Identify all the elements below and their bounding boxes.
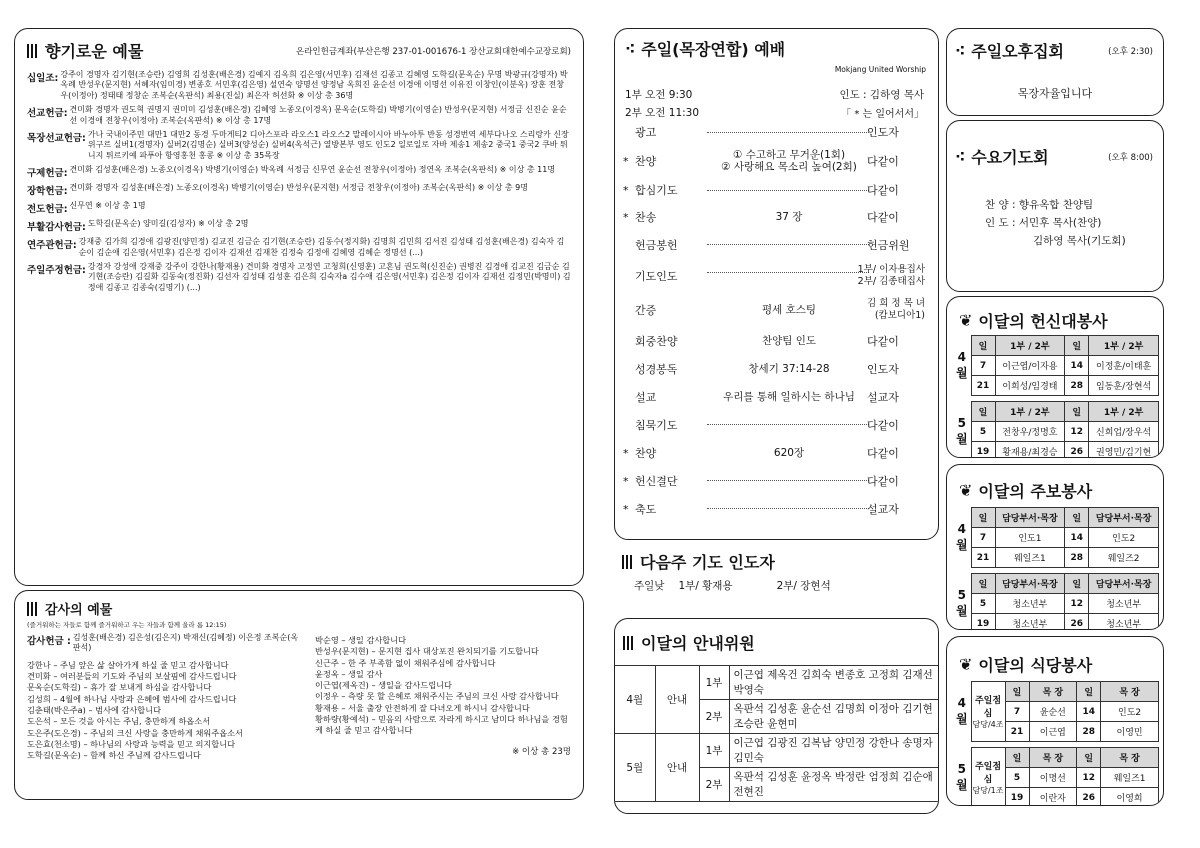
bulletin-box xyxy=(946,464,1164,630)
leader-dots xyxy=(707,190,869,191)
hash-icon: ⁖ xyxy=(955,147,966,166)
stand-mark: * xyxy=(623,210,629,224)
thanks-offering: 감사헌금 : 김성훈(배은경) 김은성(김은지) 박재신(김혜정) 이은정 조복순(옥판석) xyxy=(27,633,299,653)
service-header-row xyxy=(953,336,1159,356)
bulletin-table xyxy=(953,507,1159,630)
usher-names: 이근엽 김광진 김복남 양민정 강한나 송명자 김민숙 xyxy=(729,734,939,768)
offering-names: 강주이 경명자 김기현(조승란) 김영희 김성훈(배은경) 김예지 김옥희 김은영(서민후) 김재선 김종고 김혜영 도학길(문옥순) 무명 박광규(강명자) 박옥례 반성우(문지현) 서혜자(임미경) 변종호 서민후(김은영) 설연숙 양명선 양정남 옥희진 윤순선 이경애 이명선 이유진 이창인(이분옥) 장훈 전창우(이정아) 정태태 정창순 조복순(옥판석) 최용(진실) 최은자 허선화 ※ 이상 총 36명 xyxy=(60,70,568,100)
order-detail: 37 장 xyxy=(707,211,871,223)
order-item: 찬양 xyxy=(635,155,657,168)
offering-label: 전도헌금: xyxy=(27,204,68,216)
thanks-line: 이근엽(제옥건) – 생일을 감사드립니다 xyxy=(315,680,452,691)
service-assignee: 이명선 xyxy=(1029,768,1077,788)
thanks-line: 반성우(문지현) – 문지현 집사 대상포진 완치되기를 기도합니다 xyxy=(315,646,539,657)
order-item: 침묵기도 xyxy=(635,419,678,432)
thanks-total: ※ 이상 총 23명 xyxy=(512,746,571,757)
kitchen-box xyxy=(946,636,1164,806)
order-detail: 찬양팀 인도 xyxy=(707,335,871,347)
worship-box xyxy=(614,28,939,540)
service-day: 5 xyxy=(1005,768,1029,788)
order-row xyxy=(615,145,933,177)
service-month: 5월 xyxy=(955,762,968,792)
service-day: 5 xyxy=(971,594,995,614)
order-who: 다같이 xyxy=(867,335,899,348)
leader-dots xyxy=(707,132,869,133)
account-info: 온라인헌금계좌(부산은행 237-01-001676-1 장산교회대한예수교장로회) xyxy=(296,46,571,57)
bulletin-title: ❦ 이달의 주보봉사 xyxy=(959,481,1093,501)
next-prayer-box xyxy=(614,546,939,602)
duty-team: 담당/1조 xyxy=(972,786,1004,795)
service-header: 1부 / 2부 xyxy=(995,402,1065,422)
service-day: 12 xyxy=(1065,422,1089,442)
service-day: 28 xyxy=(1065,376,1089,396)
service-header: 일 xyxy=(1065,508,1089,528)
thanks-title: 감사의 예물 xyxy=(27,599,571,618)
order-item: 광고 xyxy=(635,126,657,139)
order-who: 설교자 xyxy=(867,503,899,516)
service-assignee: 인도2 xyxy=(1089,528,1159,548)
order-who: 김 희 정 목 녀 (캄보디아1) xyxy=(867,298,925,321)
thanks-line: 도은효(천소명) – 하나님의 사랑과 능력을 믿고 의지합니다 xyxy=(27,738,236,749)
thanks-line: 윤정옥 – 생일 감사 xyxy=(315,668,383,679)
hash-icon: ⁖ xyxy=(625,39,636,58)
service-day: 28 xyxy=(1077,722,1101,742)
wednesday-time: (오후 8:00) xyxy=(1108,153,1153,163)
wednesday-box xyxy=(946,120,1164,292)
offering-category xyxy=(27,70,571,101)
service-day: 12 xyxy=(1065,594,1089,614)
offering-names: 강재중 김가희 김경애 김광진(양민정) 김교진 김금순 김기현(조승란) 김동수(정지화) 김명희 김민희 김서진 김성태 김성훈(배은경) 김숙자 김순이 김순애 김은영(서민후) 김은정 김이자 김재선 김재찬 김정숙 김정애 김혜영 김혜순 정명선 (...) xyxy=(78,237,565,257)
service-header: 1부 / 2부 xyxy=(1089,402,1159,422)
order-row xyxy=(615,439,933,467)
order-item: 회중찬양 xyxy=(635,335,678,348)
service-row xyxy=(953,594,1159,614)
service-header-row xyxy=(953,574,1159,594)
order-detail: 우리를 통해 일하시는 하나님 xyxy=(707,391,871,403)
service-header: 목 장 xyxy=(1101,748,1159,768)
service-assignee: 이영민 xyxy=(1101,722,1159,742)
grid-icon xyxy=(27,44,39,58)
service-day: 7 xyxy=(1005,702,1029,722)
duty-label: 주일점심 xyxy=(974,762,1002,785)
service-assignee: 청소년부 xyxy=(995,594,1065,614)
dedication-box xyxy=(946,296,1164,458)
offering-category xyxy=(27,237,571,258)
offering-category xyxy=(27,201,571,215)
service-assignee: 임동훈/장현석 xyxy=(1089,376,1159,396)
thanks-right-list xyxy=(315,635,571,737)
offering-label: 선교헌금: xyxy=(27,108,68,120)
service-day: 19 xyxy=(1005,788,1029,807)
service-assignee: 윤순선 xyxy=(1029,702,1077,722)
worship-subtitle: Mokjang United Worship xyxy=(834,65,926,74)
usher-month: 5월 xyxy=(615,734,655,802)
service-month: 4월 xyxy=(955,696,968,726)
stand-mark: * xyxy=(623,446,629,460)
order-detail: ① 수고하고 무거운(1회) ② 사랑해요 목소리 높여(2회) xyxy=(707,149,871,173)
service-day: 14 xyxy=(1077,702,1101,722)
service-assignee: 이근엽/이자용 xyxy=(995,356,1065,376)
service-header: 일 xyxy=(1065,336,1089,356)
thanks-line: 신근주 – 한 주 부족함 없이 채워주심에 감사합니다 xyxy=(315,657,496,668)
service-assignee: 이정훈/이태훈 xyxy=(1089,356,1159,376)
service-header: 담당부서·목장 xyxy=(995,508,1065,528)
usher-part: 1부 xyxy=(699,734,729,768)
next-prayer-p2: 2부/ 장현석 xyxy=(776,580,831,592)
order-who: 다같이 xyxy=(867,184,899,197)
service-header: 1부 / 2부 xyxy=(995,336,1065,356)
stand-mark: * xyxy=(623,474,629,488)
usher-part: 1부 xyxy=(699,666,729,700)
service-row xyxy=(953,356,1159,376)
offering-list xyxy=(27,70,571,293)
order-item: 간증 xyxy=(635,304,657,317)
clover-icon: ❦ xyxy=(959,481,973,500)
order-row xyxy=(615,411,933,439)
service-header: 목 장 xyxy=(1101,682,1159,702)
wednesday-line2: 인 도 : 서민후 목사(찬양) xyxy=(985,217,1102,229)
usher-names: 옥판석 김성훈 윤정옥 박정란 엄정희 김순애 전현진 xyxy=(729,768,939,802)
stand-mark: * xyxy=(623,154,629,168)
service-header: 일 xyxy=(1005,748,1029,768)
service-header: 일 xyxy=(1077,748,1101,768)
offering-label: 장학헌금: xyxy=(27,186,68,198)
service-day: 26 xyxy=(1065,442,1089,459)
order-who: 인도자 xyxy=(867,126,899,139)
service-header: 일 xyxy=(1077,682,1101,702)
service-header: 목 장 xyxy=(1029,748,1077,768)
service-header: 일 xyxy=(971,508,995,528)
order-row xyxy=(615,383,933,411)
thanks-line: 황하량(황예석) – 믿음의 사람으로 자라게 하시고 남미다 하나님을 경험케 하실 줄 믿고 감사합니다 xyxy=(315,714,568,736)
order-who: 다같이 xyxy=(867,475,899,488)
offering-names: 견미화 김성훈(배은경) 노종오(이경옥) 박병기(이영순) 박옥례 서정금 신무연 윤순선 전창우(이정아) 정연옥 조복순(옥판석) ※ 이상 총 11명 xyxy=(69,165,556,175)
service-day: 19 xyxy=(971,614,995,631)
usher-role: 안내 xyxy=(655,666,699,734)
offering-label: 연주관헌금: xyxy=(27,240,77,252)
leader-dots xyxy=(707,272,869,273)
service-header: 1부 / 2부 xyxy=(1089,336,1159,356)
service-header: 일 xyxy=(971,336,995,356)
thanks-line: 견미화 – 여러분들의 기도와 주님의 보살핌에 감사드립니다 xyxy=(27,671,237,682)
order-row xyxy=(615,467,933,495)
order-item: 합심기도 xyxy=(635,184,678,197)
thanks-line: 문옥순(도학길) – 휴가 잘 보내게 하심을 감사합니다 xyxy=(27,682,212,693)
service-month: 4월 xyxy=(955,350,968,380)
service-assignee: 인도2 xyxy=(1101,702,1159,722)
service-assignee: 이영희 xyxy=(1101,788,1159,807)
order-row xyxy=(615,203,933,231)
thanks-line: 도은주(도은경) – 주님의 크신 사랑을 충만하게 채워주옵소서 xyxy=(27,727,243,738)
service-row xyxy=(953,442,1159,459)
order-item: 헌금봉헌 xyxy=(635,239,678,252)
service-month: 4월 xyxy=(955,522,968,552)
stand-mark: * xyxy=(623,502,629,516)
service-day: 5 xyxy=(971,422,995,442)
thanks-line: 황재용 – 서울 출장 안전하게 잘 다녀오게 하시니 감사합니다 xyxy=(315,702,530,713)
order-row xyxy=(615,259,933,293)
service-header-row xyxy=(953,508,1159,528)
service-assignee: 인도1 xyxy=(995,528,1065,548)
order-who: 설교자 xyxy=(867,391,899,404)
service-day: 21 xyxy=(971,548,995,568)
offering-category xyxy=(27,105,571,126)
order-who: 헌금위원 xyxy=(867,239,910,252)
offering-category xyxy=(27,219,571,233)
order-detail: 620장 xyxy=(707,447,871,459)
service-day: 12 xyxy=(1077,768,1101,788)
worship-note: 「 * 는 일어서서」 xyxy=(841,109,924,120)
offering-names: 견미화 경명자 김성훈(배은경) 노종오(이경옥) 박병기(이영순) 반성우(문지현) 서정금 전창우(이정아) 조복순(옥판석) ※ 이상 총 9명 xyxy=(69,183,528,193)
order-row xyxy=(615,327,933,355)
service-assignee: 청소년부 xyxy=(1089,614,1159,631)
afternoon-box xyxy=(946,28,1164,116)
usher-month: 4월 xyxy=(615,666,655,734)
service-header: 목 장 xyxy=(1029,682,1077,702)
next-prayer-p1: 1부/ 황재용 xyxy=(678,580,733,592)
order-row xyxy=(615,119,933,145)
service-header: 담당부서·목장 xyxy=(1089,508,1159,528)
usher-part: 2부 xyxy=(699,700,729,734)
leader-dots xyxy=(707,424,869,425)
service-day: 14 xyxy=(1065,356,1089,376)
offering-label: 십일조: xyxy=(27,73,59,84)
offering-names: 신무연 ※ 이상 총 1명 xyxy=(69,201,146,211)
service-month: 5월 xyxy=(955,588,968,618)
order-item: 찬송 xyxy=(635,211,657,224)
service-day: 21 xyxy=(1005,722,1029,742)
worship-leader: 인도 : 김하영 목사 xyxy=(839,89,924,101)
leader-dots xyxy=(707,508,869,509)
order-who: 다같이 xyxy=(867,419,899,432)
next-prayer-title: 다음주 기도 인도자 xyxy=(622,550,775,573)
duty-team: 담당/4조 xyxy=(972,720,1004,729)
offering-category xyxy=(27,165,571,179)
service-day: 7 xyxy=(971,528,995,548)
service-assignee: 황재용/최경승 xyxy=(995,442,1065,459)
order-who: 다같이 xyxy=(867,155,899,168)
service-assignee: 권영민/김기현 xyxy=(1089,442,1159,459)
leader-dots xyxy=(707,480,869,481)
service-header-row xyxy=(953,682,1159,702)
offering-box xyxy=(14,28,584,586)
service-header: 담당부서·목장 xyxy=(1089,574,1159,594)
thanks-box xyxy=(14,590,584,800)
offering-title: 향기로운 예물 xyxy=(27,39,143,62)
service-assignee: 웨일즈1 xyxy=(995,548,1065,568)
service-header: 담당부서·목장 xyxy=(995,574,1065,594)
offering-category xyxy=(27,262,571,293)
thanks-line: 김춘태(박은주a) – 범사에 감사합니다 xyxy=(27,705,162,715)
afternoon-title: ⁖ 주일오후집회 xyxy=(955,41,1065,61)
usher-part: 2부 xyxy=(699,768,729,802)
service-assignee: 웨일즈2 xyxy=(1089,548,1159,568)
duty-cell xyxy=(971,682,1005,742)
service-day: 21 xyxy=(971,376,995,396)
usher-role: 안내 xyxy=(655,734,699,802)
grid-icon xyxy=(27,602,39,616)
order-item: 기도인도 xyxy=(635,270,678,283)
ushers-box xyxy=(614,618,939,814)
order-row xyxy=(615,231,933,259)
order-detail: 창세기 37:14-28 xyxy=(707,363,871,375)
order-row xyxy=(615,495,933,523)
stand-mark: * xyxy=(623,183,629,197)
order-item: 찬양 xyxy=(635,447,657,460)
order-item: 헌신결단 xyxy=(635,475,678,488)
order-item: 설교 xyxy=(635,391,657,404)
service-day: 26 xyxy=(1077,788,1101,807)
service-assignee: 이희성/임경태 xyxy=(995,376,1065,396)
service-row xyxy=(953,614,1159,631)
worship-time2: 2부 오전 11:30 xyxy=(625,107,700,119)
service-assignee: 신희업/장우석 xyxy=(1089,422,1159,442)
grid-icon xyxy=(623,636,635,650)
offering-label: 구제헌금: xyxy=(27,168,68,180)
service-row xyxy=(953,422,1159,442)
thanks-line: 도은석 – 모든 것을 아시는 주님, 충만하게 하옵소서 xyxy=(27,716,211,727)
service-day: 14 xyxy=(1065,528,1089,548)
offering-names: 가나 국내이주민 대만1 대만2 동경 두마게티2 디아스포라 라오스1 라오스2 말레이시아 바누아투 반동 성경번역 세부다나오 스리랑카 신장위구르 실버1(경명자) 실버2(김명순) 실버3(양성순) 실버4(옥석근) 열방본부 영도 인도2 일로일로 자바 제송1 제송2 중국1 중국2 쿠바 튀니지 튀르키예 파푸아 항영홍천 홍콩 ※ 이상 총 35목장 xyxy=(87,130,569,160)
service-day: 28 xyxy=(1065,548,1089,568)
order-row xyxy=(615,177,933,203)
thanks-line: 김성희 – 4월에 하나님 사랑과 은혜에 범사에 감사드립니다 xyxy=(27,693,237,704)
service-header: 일 xyxy=(971,574,995,594)
service-month: 5월 xyxy=(955,416,968,446)
service-assignee: 웨일즈1 xyxy=(1101,768,1159,788)
order-who: 다같이 xyxy=(867,447,899,460)
ushers-title: 이달의 안내위원 xyxy=(623,631,755,654)
order-who: 다같이 xyxy=(867,211,899,224)
offering-names: 견미화 경명자 권도혁 권명지 권미미 김성훈(배은경) 김혜영 노종오(이경옥) 문옥순(도학길) 박병기(이영순) 반성우(문지현) 서정금 신진순 윤순선 이경애 전창우(이정아) 조복순(옥판석) ※ 이상 총 17명 xyxy=(69,105,567,125)
leader-dots xyxy=(707,244,869,245)
ushers-table xyxy=(615,665,939,802)
order-who: 1부/ 이자용집사 2부/ 김종태집사 xyxy=(857,264,925,287)
wednesday-title: ⁖ 수요기도회 xyxy=(955,147,1049,167)
service-header: 일 xyxy=(971,402,995,422)
offering-label: 부활감사헌금: xyxy=(27,222,86,234)
service-header: 일 xyxy=(1065,574,1089,594)
service-row xyxy=(953,528,1159,548)
service-row xyxy=(953,376,1159,396)
offering-names: 도학길(문옥순) 양미길(김성자) ※ 이상 총 2명 xyxy=(87,219,249,229)
wednesday-line1: 찬 양 : 향유옥합 찬양팀 xyxy=(985,199,1094,211)
service-day: 26 xyxy=(1065,614,1089,631)
duty-label: 주일점심 xyxy=(974,696,1002,719)
hash-icon: ⁖ xyxy=(955,41,966,60)
thanks-line: 도학길(문옥순) – 함께 하신 주님께 감사드립니다 xyxy=(27,750,201,761)
order-item: 성경봉독 xyxy=(635,363,678,376)
service-header-row xyxy=(953,402,1159,422)
service-assignee: 청소년부 xyxy=(1089,594,1159,614)
order-who: 인도자 xyxy=(867,363,899,376)
thanks-line: 박순영 – 생일 감사합니다 xyxy=(315,635,406,645)
offering-names: 강경자 강성애 강재중 강주이 강한나(황재용) 견미화 경명자 고정연 고청희(신영훈) 고혼님 권도혁(신진순) 권병진 김경애 김교진 김금순 김기현(조승란) 김길화 김동숙(정진화) 김선자 김성태 김성훈 김은희 김숙자a 김수애 김은영(서민후) 김은정 김이자 김재선 김정민(박명미) 김정애 김종고 김종숙(김명기) (...) xyxy=(87,262,571,292)
clover-icon: ❦ xyxy=(959,655,973,674)
thanks-left-list xyxy=(27,660,305,762)
offering-category xyxy=(27,130,571,161)
order-row xyxy=(615,355,933,383)
order-row xyxy=(615,293,933,327)
service-assignee: 이근엽 xyxy=(1029,722,1077,742)
service-assignee: 이란자 xyxy=(1029,788,1077,807)
kitchen-title: ❦ 이달의 식당봉사 xyxy=(959,655,1093,675)
thanks-line: 강한나 – 주님 앞은 삶 살아가게 하실 줄 믿고 감사합니다 xyxy=(27,659,229,670)
afternoon-time: (오후 2:30) xyxy=(1108,47,1153,57)
thanks-line: 이정우 – 측량 못 할 은혜로 채워주시는 주님의 크신 사랑 감사합니다 xyxy=(315,691,559,702)
service-assignee: 전창우/정명호 xyxy=(995,422,1065,442)
order-item: 축도 xyxy=(635,503,657,516)
service-header: 일 xyxy=(1065,402,1089,422)
worship-time1: 1부 오전 9:30 xyxy=(625,89,693,101)
usher-names: 옥판석 김성훈 윤순선 김명희 이정아 김기현 조승란 윤현미 xyxy=(729,700,939,734)
usher-row xyxy=(615,666,939,700)
dedication-table xyxy=(953,335,1159,458)
offering-category xyxy=(27,183,571,197)
service-day: 7 xyxy=(971,356,995,376)
dedication-title: ❦ 이달의 헌신대봉사 xyxy=(959,311,1108,331)
wednesday-line3: 김하영 목사(기도회) xyxy=(1033,235,1126,247)
kitchen-table xyxy=(953,681,1159,806)
grid-icon xyxy=(622,555,634,569)
worship-title: ⁖ 주일(목장연합) 예배 xyxy=(625,39,786,59)
service-day: 19 xyxy=(971,442,995,459)
offering-label: 주일주정헌금: xyxy=(27,265,86,277)
next-prayer-label: 주일낮 xyxy=(634,580,665,592)
service-header-row xyxy=(953,748,1159,768)
thanks-verse: (즐거워하는 자들로 함께 즐거워하고 우는 자들과 함께 울라 롬 12:15) xyxy=(27,621,227,629)
usher-row xyxy=(615,734,939,768)
afternoon-text: 목장자율입니다 xyxy=(1017,87,1093,100)
clover-icon: ❦ xyxy=(959,311,973,330)
duty-cell xyxy=(971,748,1005,807)
service-row xyxy=(953,548,1159,568)
service-assignee: 청소년부 xyxy=(995,614,1065,631)
order-detail: 평세 호스팅 xyxy=(707,304,871,316)
usher-names: 이근엽 제옥건 김희숙 변종호 고정희 김재선 박영숙 xyxy=(729,666,939,700)
offering-label: 목장선교헌금: xyxy=(27,133,86,145)
service-header: 일 xyxy=(1005,682,1029,702)
